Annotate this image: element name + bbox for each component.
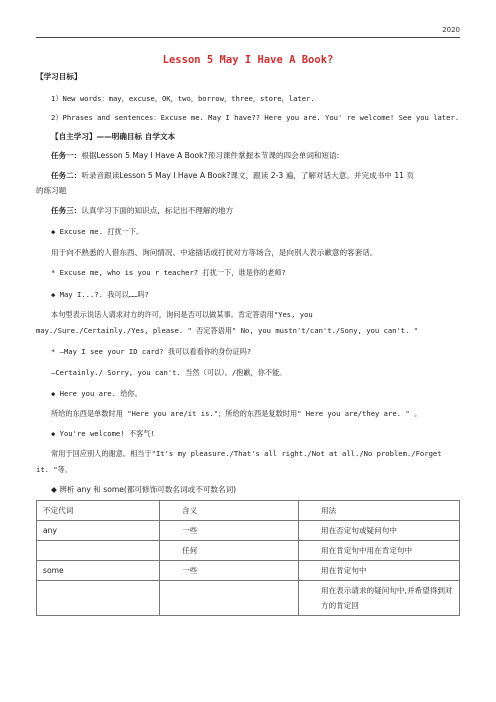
table-header-row <box>37 501 460 521</box>
task-2 <box>51 170 475 181</box>
point-excuse-me: ◆ Excuse me. 打扰一下。 <box>51 227 144 236</box>
goal-item-1: 1）New words：may，excuse，OK，two，borrow，three，store，later. <box>51 94 315 103</box>
header-rule <box>36 37 460 38</box>
table-row <box>37 541 460 561</box>
table-row <box>37 561 460 581</box>
point-may-i-example-a: —Certainly./ Sorry, you can't. 当然（可以）。/抱歉，你不能。 <box>51 368 287 377</box>
table-cell: 任何 <box>160 541 299 561</box>
task-2-label: 任务二： <box>51 171 82 180</box>
point-youre-welcome: ◆ You're welcome! 不客气! <box>51 429 155 438</box>
point-youre-welcome-usage-1: 常用于回应别人的谢意。相当于"It's my pleasure./That's all right./Not at all./No problem./Forget <box>51 449 442 458</box>
point-excuse-me-usage: 用于向不熟悉的人借东西、询问情况、中途插话或打扰对方等场合，是向别人表示歉意的客套话。 <box>51 248 378 257</box>
point-here-you-are: ◆ Here you are. 给你。 <box>51 389 142 398</box>
goal-heading: 【学习目标】 <box>36 72 82 81</box>
table-cell: some <box>37 561 160 581</box>
task-1-label: 任务一： <box>51 151 82 160</box>
table-header-cell: 用法 <box>299 501 460 521</box>
task-3-label: 任务三： <box>51 206 82 215</box>
task-1-text: 根据Lesson 5 May I Have A Book?预习课件掌握本节课的四会单词和短语: <box>81 151 340 160</box>
table-cell <box>160 581 299 616</box>
table-cell: any <box>37 521 160 541</box>
self-study-heading: 【自主学习】——明确目标 自学文本 <box>51 132 176 141</box>
table-cell <box>37 541 160 561</box>
task-3 <box>51 205 475 216</box>
point-excuse-me-example: * Excuse me, who is you r teacher? 打扰一下，谁是你的老师? <box>51 268 286 277</box>
task-2-text-2: 的练习题 <box>36 186 67 195</box>
point-may-i-usage-2: may./Sure./Certainly./Yes, please. " 否定答语用" No, you mustn't/can't./Sony, you can't. " <box>36 326 419 335</box>
table-cell: 用在否定句或疑问句中 <box>299 521 460 541</box>
table-row <box>37 521 460 541</box>
goal-item-2: 2）Phrases and sentences：Excuse me. May I have?? Here you are. You' re welcome! See you later. <box>51 113 460 122</box>
point-youre-welcome-usage-2: it. "等。 <box>36 465 73 474</box>
table-cell: 用在表示请求的疑问句中,并希望得到对方的肯定回 <box>299 581 460 616</box>
table-cell: 用在肯定句中 <box>299 561 460 581</box>
table-cell <box>37 581 160 616</box>
point-may-i-usage-1: 本句型表示说话人请求对方的许可，询问是否可以做某事。肯定答语用"Yes, you <box>51 310 313 319</box>
table-cell: 用在肯定句中用在肯定句中 <box>299 541 460 561</box>
point-may-i: ◆ May I...?. 我可以……吗? <box>51 290 149 299</box>
table-header-cell: 含义 <box>160 501 299 521</box>
task-1 <box>51 150 475 161</box>
table-cell: 一些 <box>160 561 299 581</box>
point-any-some: ◆ 辨析 any 和 some(都可修饰可数名词或不可数名词) <box>51 485 237 494</box>
any-some-table <box>36 500 460 616</box>
point-may-i-example-q: * —May I see your ID card? 我可以看看你的身份证吗? <box>51 347 252 356</box>
table-header-cell: 不定代词 <box>37 501 160 521</box>
task-2-text-1: 听录音跟读Lesson 5 May I Have A Book?课文，跟读 2-3 遍，了解对话大意。并完成书中 11 页 <box>81 171 414 180</box>
header-year: 2020 <box>442 26 460 34</box>
table-row <box>37 581 460 616</box>
point-here-you-are-usage: 所给的东西是单数时用 "Here you are/it is."；所给的东西是复数时用" Here you are/they are. " 。 <box>51 409 422 418</box>
task-3-text: 认真学习下面的知识点，标记出不理解的地方 <box>81 206 234 215</box>
lesson-title: Lesson 5 May I Have A Book? <box>162 54 334 66</box>
table-cell: 一些 <box>160 521 299 541</box>
